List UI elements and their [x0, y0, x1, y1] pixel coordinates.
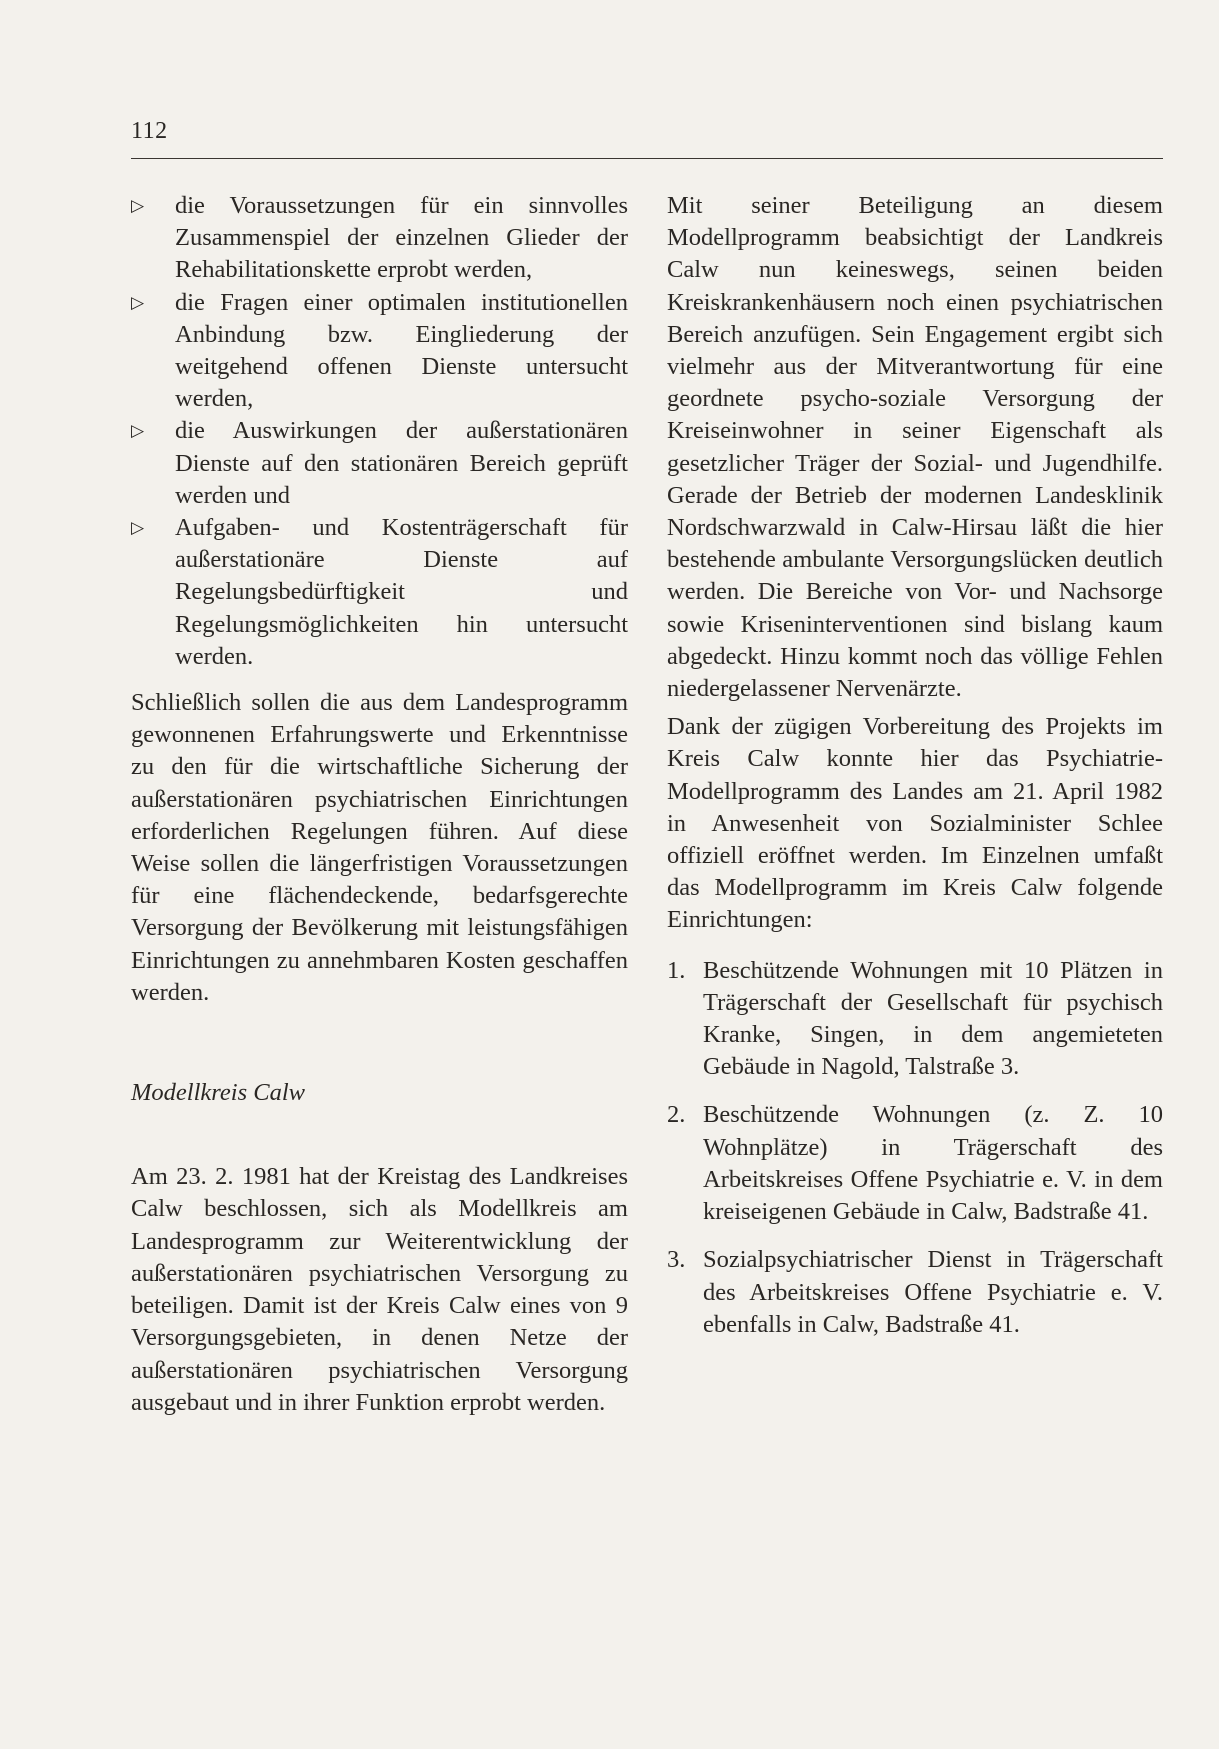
list-item: [667, 1099, 1163, 1228]
bullet-text: die Fragen einer optimalen institutionellen Anbindung bzw. Eingliederung der weitgehend offenen Dienste untersucht werden,: [175, 288, 628, 413]
paragraph: Mit seiner Beteiligung an diesem Modellprogramm beabsichtigt der Landkreis Calw nun keineswegs, seinen beiden Kreiskrankenhäusern noch einen psychiatrischen Bereich anzufügen. Sein Engagement ergibt sich vielmehr aus der Mitverantwortung für eine geordnete psycho-soziale Versorgung der Kreiseinwohner in seiner Eigenschaft als gesetzlicher Träger der Sozial- und Jugendhilfe. Gerade der Betrieb der modernen Landesklinik Nordschwarzwald in Calw-Hirsau läßt die hier bestehende ambulante Versorgungslücken deutlich werden. Die Bereiche von Vor- und Nachsorge sowie Kriseninterventionen sind bislang kaum abgedeckt. Hinzu kommt noch das völlige Fehlen niedergelassener Nervenärzte.: [667, 192, 1163, 703]
triangle-bullet-icon: ▷: [131, 292, 145, 312]
list-item: [131, 190, 628, 287]
item-text: Beschützende Wohnungen mit 10 Plätzen in Trägerschaft der Gesellschaft für psychisch Kranke, Singen, in dem angemieteten Gebäude in Nagold, Talstraße 3.: [703, 956, 1163, 1081]
triangle-bullet-icon: ▷: [131, 196, 145, 215]
list-item: [131, 287, 628, 416]
item-number: 2.: [667, 1101, 686, 1129]
section-heading: Modellkreis Calw: [131, 1079, 305, 1107]
bullet-text: die Auswirkungen der außerstationären Dienste auf den stationären Bereich geprüft werden und: [175, 417, 628, 509]
triangle-bullet-icon: ▷: [131, 421, 145, 441]
bullet-list: [131, 190, 628, 673]
item-number: 1.: [667, 956, 686, 984]
list-item: [131, 415, 628, 512]
numbered-list: [667, 955, 1163, 1341]
item-number: 3.: [667, 1246, 686, 1274]
list-item: [667, 1244, 1163, 1341]
item-text: Sozialpsychiatrischer Dienst in Trägerschaft des Arbeitskreises Offene Psychiatrie e. V. ebenfalls in Calw, Badstraße 41.: [703, 1246, 1163, 1338]
right-column: [667, 190, 1163, 1341]
left-column: [131, 190, 628, 1419]
page-number: 112: [131, 118, 168, 144]
header-rule: [131, 158, 1163, 159]
triangle-bullet-icon: ▷: [131, 518, 145, 538]
paragraph: Schließlich sollen die aus dem Landesprogramm gewonnenen Erfahrungswerte und Erkenntnisse zu den für die wirtschaftliche Sicherung der außerstationären psychiatrischen Einrichtungen erforderlichen Regelungen führen. Auf diese Weise sollen die längerfristigen Voraussetzungen für eine flächendeckende, bedarfsgerechte Versorgung der Bevölkerung mit leistungsfähigen Einrichtungen zu annehmbaren Kosten geschaffen werden.: [131, 689, 628, 1006]
paragraph: Dank der zügigen Vorbereitung des Projekts im Kreis Calw konnte hier das Psychiatrie-Modellprogramm des Landes am 21. April 1982 in Anwesenheit von Sozialminister Schlee offiziell eröffnet werden. Im Einzelnen umfaßt das Modellprogramm im Kreis Calw folgende Einrichtungen:: [667, 713, 1163, 934]
paragraph: Am 23. 2. 1981 hat der Kreistag des Landkreises Calw beschlossen, sich als Modellkreis am Landesprogramm zur Weiterentwicklung der außerstationären psychiatrischen Versorgung zu beteiligen. Damit ist der Kreis Calw eines von 9 Versorgungsgebieten, in denen Netze der außerstationären psychiatrischen Versorgung ausgebaut und in ihrer Funktion erprobt werden.: [131, 1163, 628, 1416]
list-item: [667, 955, 1163, 1084]
list-item: [131, 512, 628, 673]
bullet-text: die Voraussetzungen für ein sinnvolles Zusammenspiel der einzelnen Glieder der Rehabilitationskette erprobt werden,: [175, 192, 628, 284]
item-text: Beschützende Wohnungen (z. Z. 10 Wohnplätze) in Trägerschaft des Arbeitskreises Offene Psychiatrie e. V. in dem kreiseigenen Gebäude in Calw, Badstraße 41.: [703, 1101, 1163, 1226]
bullet-text: Aufgaben- und Kostenträgerschaft für außerstationäre Dienste auf Regelungsbedürftigkeit und Regelungsmöglichkeiten hin untersucht werden.: [175, 514, 628, 670]
